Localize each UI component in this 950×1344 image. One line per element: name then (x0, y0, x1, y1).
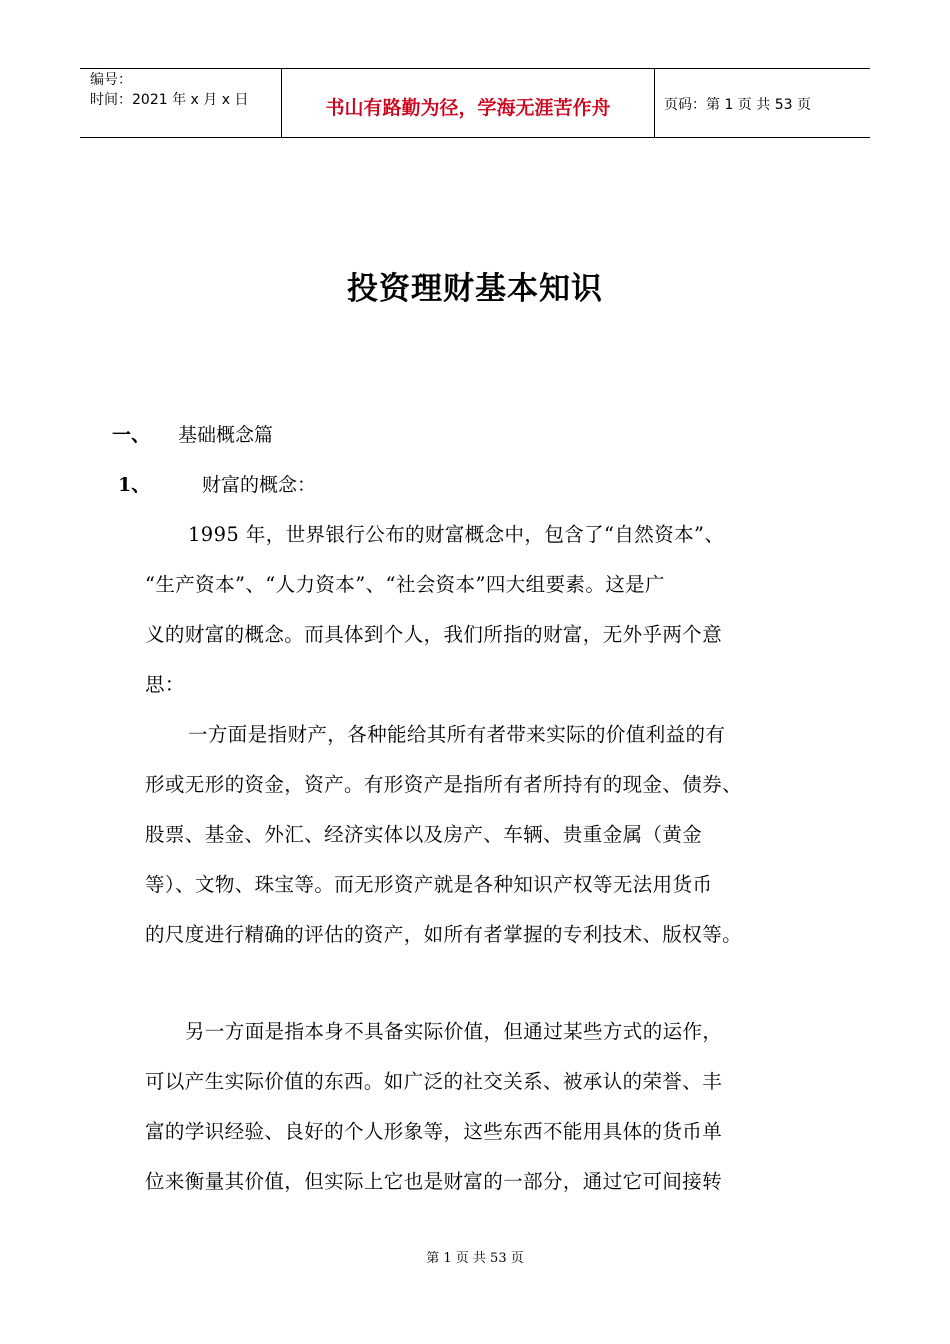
time-label: 时间：2021 年 x 月 x 日 (90, 92, 249, 108)
body-line: 义的财富的概念。而具体到个人，我们所指的财富，无外乎两个意 (145, 623, 723, 646)
body-line: 思： (145, 673, 185, 696)
body-line: 形或无形的资金，资产。有形资产是指所有者所持有的现金、债券、 (145, 773, 743, 796)
motto: 书山有路勤为径，学海无涯苦作舟 (325, 97, 611, 119)
body-line: 可以产生实际价值的东西。如广泛的社交关系、被承认的荣誉、丰 (145, 1070, 723, 1093)
header-motto-cell (281, 69, 655, 137)
body-line: 一方面是指财产，各种能给其所有者带来实际的价值利益的有 (188, 723, 726, 746)
header-meta-cell (80, 69, 280, 137)
header-table (80, 68, 870, 138)
subsection-number: 1、 (118, 474, 151, 496)
body-line: 1995 年，世界银行公布的财富概念中，包含了“自然资本”、 (188, 523, 725, 546)
subsection-title: 财富的概念： (202, 474, 317, 496)
section-heading (112, 420, 274, 447)
page-info: 页码：第 1 页 共 53 页 (664, 97, 811, 113)
body-line: “生产资本”、“人力资本”、“社会资本”四大组要素。这是广 (145, 573, 665, 596)
body-line: 的尺度进行精确的评估的资产，如所有者掌握的专利技术、版权等。 (145, 923, 743, 946)
document-title: 投资理财基本知识 (347, 271, 603, 307)
subsection-heading (118, 470, 317, 497)
body-line: 等）、文物、珠宝等。而无形资产就是各种知识产权等无法用货币 (145, 873, 713, 896)
body-line: 另一方面是指本身不具备实际价值，但通过某些方式的运作， (185, 1020, 723, 1043)
page-footer: 第 1 页 共 53 页 (426, 1251, 524, 1266)
serial-label: 编号： (90, 72, 132, 88)
section-title: 基础概念篇 (178, 424, 274, 446)
body-line: 位来衡量其价值，但实际上它也是财富的一部分，通过它可间接转 (145, 1170, 723, 1193)
body-line: 富的学识经验、良好的个人形象等，这些东西不能用具体的货币单 (145, 1120, 723, 1143)
header-page-cell (654, 69, 870, 137)
section-number: 一、 (112, 424, 151, 446)
body-line: 股票、基金、外汇、经济实体以及房产、车辆、贵重金属（黄金 (145, 823, 703, 846)
